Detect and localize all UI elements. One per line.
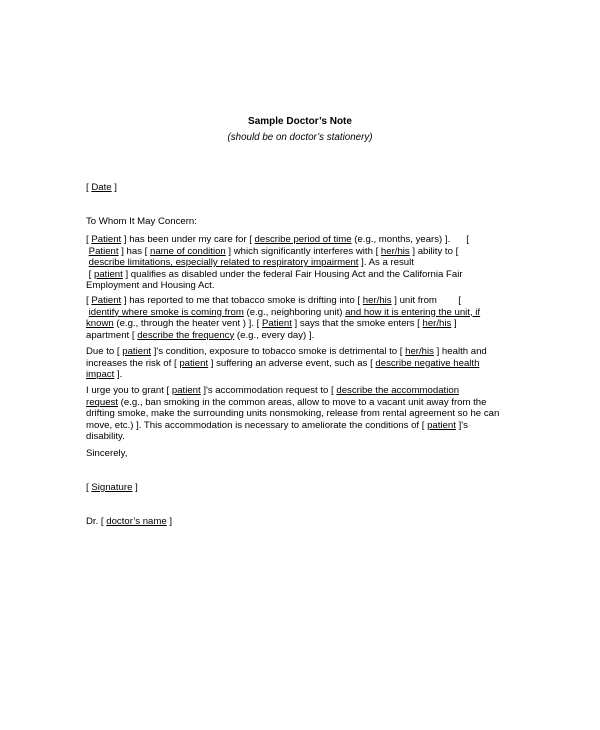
paragraph-3 [86, 346, 506, 381]
closing: Sincerely, [86, 448, 128, 459]
p3-line-2: increases the risk of [ patient ] suffering an adverse event, such as [ describe negative health [86, 357, 480, 369]
signature-field: Signature [91, 482, 133, 493]
p1-line-1: [ Patient ] has been under my care for [ describe period of time (e.g., months, years) ]. [ [86, 234, 469, 245]
doctor-name-field: doctor’s name [106, 516, 167, 527]
p4-line-2: request (e.g., ban smoking in the common areas, allow to move to a vacant unit away from the [86, 396, 487, 408]
p2-line-1: [ Patient ] has reported to me that tobacco smoke is drifting into [ her/his ] unit from [ [86, 295, 461, 306]
p1-line-3: describe limitations, especially related to respiratory impairment ]. As a result [88, 257, 414, 268]
p3-line-3: impact ]. [86, 369, 123, 380]
p1-line-2: Patient ] has [ name of condition ] which significantly interferes with [ her/his ] ability to [ [88, 245, 459, 257]
signature-line: [ Signature ] [86, 482, 138, 493]
p4-line-4: move, etc.) ]. This accommodation is necessary to ameliorate the conditions of [ patient ]'s [86, 419, 468, 431]
p2-line-3: known (e.g., through the heater vent ) ]. [ Patient ] says that the smoke enters [ her/his ] [86, 318, 457, 329]
date-line: [ Date ] [86, 182, 117, 193]
p1-line-4: [ patient ] qualifies as disabled under the federal Fair Housing Act and the California Fair [86, 268, 463, 280]
p1-line-5: Employment and Housing Act. [86, 280, 215, 291]
note-subtitle: (should be on doctor’s stationery) [227, 132, 373, 143]
doctor-name-line: Dr. [ doctor’s name ] [86, 516, 173, 527]
note-title: Sample Doctor’s Note [248, 116, 352, 127]
p2-line-4: apartment [ describe the frequency (e.g., every day) ]. [86, 329, 315, 341]
paragraph-4 [86, 385, 506, 443]
p3-line-1: Due to [ patient ]'s condition, exposure to tobacco smoke is detrimental to [ her/his ] health and [86, 346, 487, 357]
p4-line-1: I urge you to grant [ patient ]'s accommodation request to [ describe the accommodation [86, 385, 460, 396]
date-field: Date [91, 182, 112, 193]
paragraph-1 [86, 234, 506, 292]
salutation: To Whom It May Concern: [86, 216, 197, 227]
p4-line-3: drifting smoke, make the surrounding units nonsmoking, release from rental agreement so he can [86, 408, 500, 419]
p4-line-5: disability. [86, 431, 125, 442]
p2-line-2: identify where smoke is coming from (e.g., neighboring unit) and how it is entering the unit, if [88, 306, 481, 318]
paragraph-2 [86, 295, 506, 341]
